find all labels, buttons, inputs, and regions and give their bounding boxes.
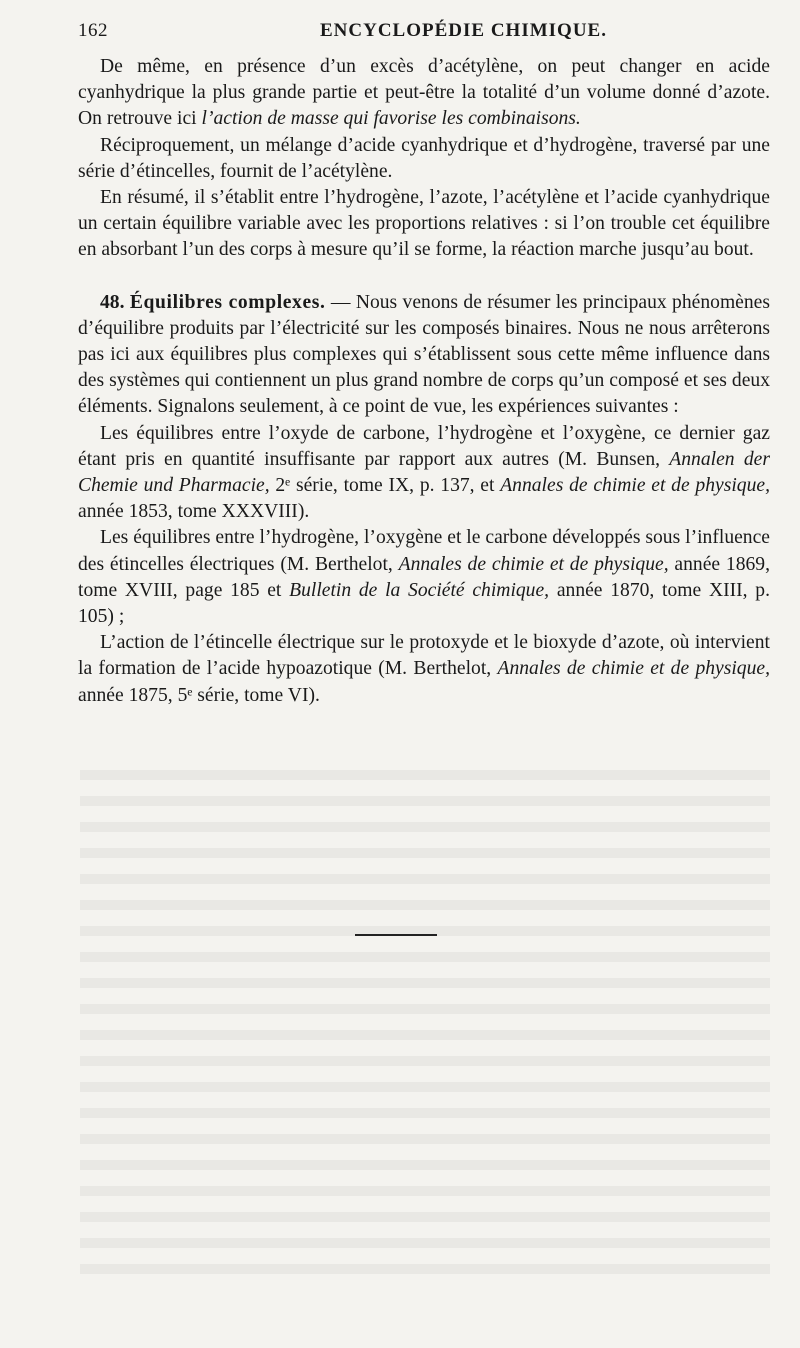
paragraph-mass-action	[78, 54, 770, 133]
paragraph-text: L’action de l’étincelle électrique sur le protoxyde et le bioxyde d’azote, où intervient la formation de l’acide hypoazotique (M. Berthelot,	[78, 632, 770, 680]
paragraph-berthelot-2	[78, 630, 770, 709]
paragraph-berthelot-1	[78, 525, 770, 630]
journal-title: Bulletin de la Société chimique,	[289, 579, 550, 601]
end-rule	[355, 934, 437, 936]
paragraph-text: année 1853, tome XXXVIII).	[78, 501, 310, 523]
paragraph-summary: En résumé, il s’établit entre l’hydrogène, l’azote, l’acétylène et l’acide cyanhydrique un certain équilibre variable avec les proportions relatives : si l’on trouble cet équilibre en absorbant l’un des corps à mesure qu’il se forme, la réaction marche jusqu’au bout.	[78, 187, 770, 261]
bleed-through-texture	[80, 770, 770, 1290]
paragraph-bunsen	[78, 421, 770, 526]
section-text: — Nous venons de résumer les principaux phénomènes d’équilibre produits par l’électricité sur les composés binaires. Nous ne nous arrêterons pas ici aux équilibres plus complexes qui s’établissent sous cette même influence dans des systèmes qui contiennent un plus grand nombre de corps qu’un composé et ses deux éléments. Signalons seulement, à ce point de vue, les expériences suivantes :	[78, 291, 771, 418]
section-number: 48.	[100, 291, 125, 313]
paragraph-text: année 1870, tome XIII, p. 105) ;	[78, 579, 770, 628]
paragraph-text: année 1875, 5ᵉ série, tome VI).	[78, 684, 320, 706]
journal-title: Annales de chimie et de physique,	[500, 475, 770, 497]
journal-title: Annalen der Chemie und Pharmacie,	[78, 448, 770, 497]
paragraph-text: De même, en présence d’un excès d’acétylène, on peut changer en acide cyanhydrique la plus grande partie et peut-être la totalité d’un volume donné d’azote. On retrouve ici	[78, 56, 770, 130]
page-header	[78, 18, 770, 48]
paragraph-reciprocal: Réciproquement, un mélange d’acide cyanhydrique et d’hydrogène, traversé par une série d’étincelles, fournit de l’acétylène.	[78, 134, 770, 182]
paragraph-text: 2ᵉ série, tome IX, p. 137, et	[269, 475, 501, 497]
running-title: ENCYCLOPÉDIE CHIMIQUE.	[320, 20, 607, 41]
section-title: Équilibres complexes.	[129, 291, 326, 313]
section-48	[78, 290, 770, 421]
paragraph-text: Les équilibres entre l’hydrogène, l’oxygène et le carbone développés sous l’influence des étincelles électriques (M. Berthelot,	[78, 527, 770, 575]
page-number: 162	[78, 20, 108, 41]
section-spacer	[78, 264, 770, 290]
paragraph-text: année 1869, tome XVIII, page 185 et	[78, 553, 770, 601]
body-text	[78, 54, 770, 709]
italic-phrase: l’action de masse qui favorise les combinaisons.	[201, 108, 581, 130]
journal-title: Annales de chimie et de physique,	[497, 658, 770, 680]
journal-title: Annales de chimie et de physique,	[398, 553, 669, 575]
paragraph-text: Les équilibres entre l’oxyde de carbone, l’hydrogène et l’oxygène, ce dernier gaz étant pris en quantité insuffisante par rapport aux autres (M. Bunsen,	[78, 422, 770, 470]
